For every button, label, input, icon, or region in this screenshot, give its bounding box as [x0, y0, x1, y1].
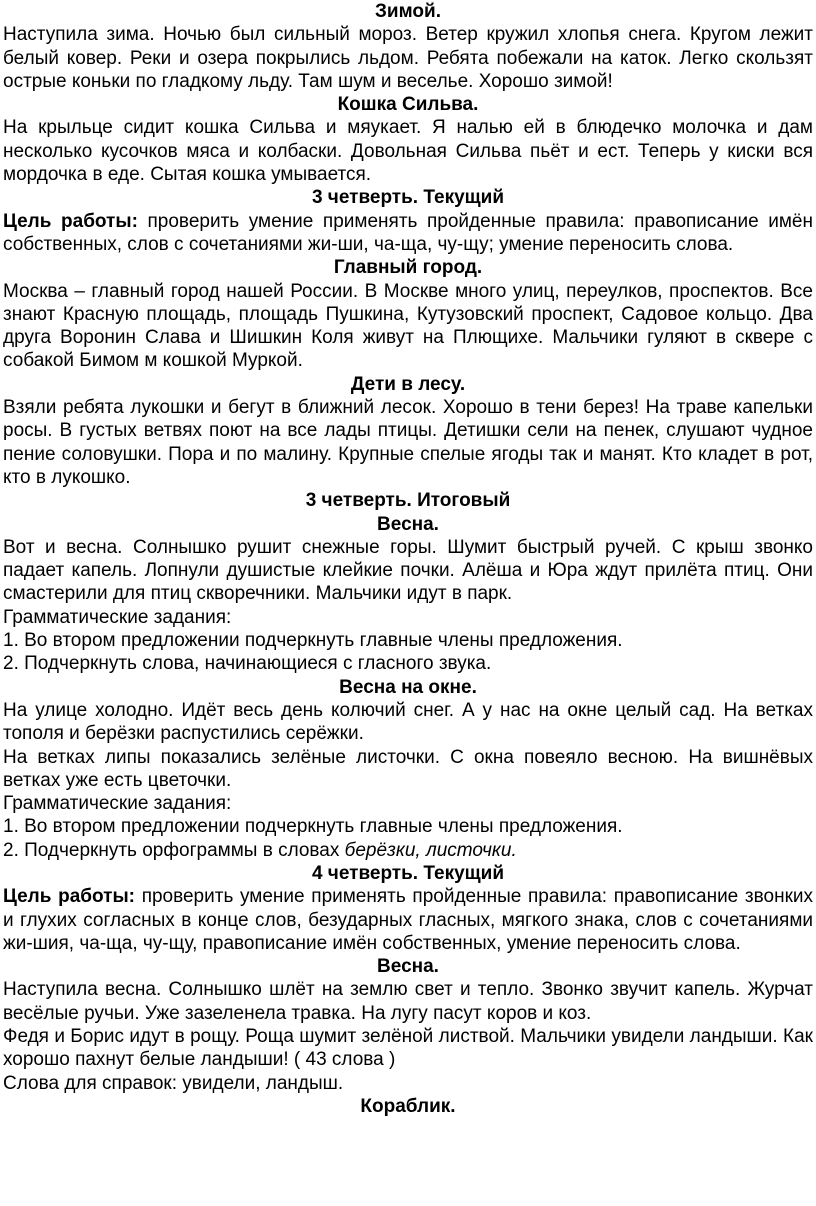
- goal-text: проверить умение применять пройденные правила: правописание имён собственных, слов с сочетаниями жи-ши, ча-ща, чу-щу; умение переносить слова.: [3, 210, 813, 255]
- text-zimoy: Наступила зима. Ночью был сильный мороз. Ветер кружил хлопья снега. Кругом лежит белый ковер. Реки и озера покрылись льдом. Ребята побежали на каток. Легко скользят острые коньки по гладкому льду. Там шум и веселье. Хорошо зимой!: [3, 24, 813, 92]
- title-glavny-gorod: Главный город.: [333, 257, 483, 279]
- text-koshka: На крыльце сидит кошка Сильва и мяукает. Я налью ей в блюдечко молочка и дам несколько кусочков мяса и колбаски. Довольная Сильва пьёт и ест. Теперь у киски вся мордочка в еде. Сытая кошка умывается.: [3, 117, 813, 186]
- task-2-1: 1. Во втором предложении подчеркнуть главные члены предложения.: [3, 816, 623, 838]
- text-vesna-2-1: Наступила весна. Солнышко шлёт на землю свет и тепло. Звонко звучит капель. Журчат весёлые ручьи. Уже зазеленела травка. На лугу пасут коров и коз.: [3, 979, 813, 1024]
- title-vesna-1: Весна.: [377, 513, 439, 535]
- section-q4-current: 4 четверть. Текущий: [311, 862, 505, 884]
- task-text: 2. Подчеркнуть орфограммы в словах: [3, 839, 345, 861]
- title-korablik: Кораблик.: [360, 1095, 456, 1117]
- text-deti-v-lesu: Взяли ребята лукошки и бегут в ближний лесок. Хорошо в тени берез! На траве капельки росы. В густых ветвях поют на все лады птицы. Детишки сели на пенек, слушают чудное пение соловушки. Пора и по малину. Крупные спелые ягоды так и манят. Кто кладет в рот, кто в лукошко.: [3, 397, 813, 488]
- task-2-2: [3, 839, 813, 862]
- task-1-1: 1. Во втором предложении подчеркнуть главные члены предложения.: [3, 630, 623, 652]
- title-vesna-na-okne: Весна на окне.: [339, 676, 477, 698]
- goal-label: Цель работы:: [3, 210, 138, 232]
- title-koshka: Кошка Сильва.: [337, 94, 479, 116]
- text-vesna-na-okne-1: На улице холодно. Идёт весь день колючий снег. А у нас на окне целый сад. На ветках тополя и берёзки распустились серёжки.: [3, 699, 813, 745]
- grammar-label-1: Грамматические задания:: [3, 606, 232, 628]
- title-zimoy: Зимой.: [375, 1, 441, 22]
- reference-words: Слова для справок: увидели, ландыш.: [3, 1072, 344, 1094]
- text-glavny-gorod: Москва – главный город нашей России. В Москве много улиц, переулков, проспектов. Все знают Красную площадь, площадь Пушкина, Кутузовский проспект, Садовое кольцо. Два друга Воронин Слава и Шишкин Коля живут на Плющихе. Мальчики гуляют в сквере с собакой Бимом м кошкой Муркой.: [3, 280, 813, 372]
- section-q3-final: 3 четверть. Итоговый: [305, 490, 511, 512]
- goal-label: Цель работы:: [3, 886, 136, 908]
- task-1-2: 2. Подчеркнуть слова, начинающиеся с гласного звука.: [3, 653, 492, 675]
- grammar-label-2: Грамматические задания:: [3, 793, 232, 815]
- text-vesna-na-okne-2: На ветках липы показались зелёные листочки. С окна повеяло весною. На вишнёвых ветках уже есть цветочки.: [3, 746, 813, 791]
- goal-q4: [3, 885, 813, 955]
- title-vesna-2: Весна.: [377, 956, 439, 978]
- goal-q3: [3, 210, 813, 257]
- text-vesna-1: Вот и весна. Солнышко рушит снежные горы. Шумит быстрый ручей. С крыш звонко падает капель. Лопнули душистые клейкие почки. Алёша и Юра ждут прилёта птиц. Они смастерили для птиц скворечники. Мальчики идут в парк.: [3, 536, 813, 605]
- text-vesna-2-2: Федя и Борис идут в рощу. Роща шумит зелёной листвой. Мальчики увидели ландыши. Как хорошо пахнут белые ландыши! ( 43 слова ): [3, 1026, 813, 1071]
- section-q3-current: 3 четверть. Текущий: [311, 187, 505, 209]
- goal-text: проверить умение применять пройденные правила: правописание звонких и глухих согласных в конце слов, безударных гласных, мягкого знака, слов с сочетаниями жи-шия, ча-ща, чу-щу, правописание имён собственных, умение переносить слова.: [3, 886, 813, 954]
- task-words-italic: берёзки, листочки.: [344, 839, 517, 861]
- title-deti-v-lesu: Дети в лесу.: [350, 373, 466, 395]
